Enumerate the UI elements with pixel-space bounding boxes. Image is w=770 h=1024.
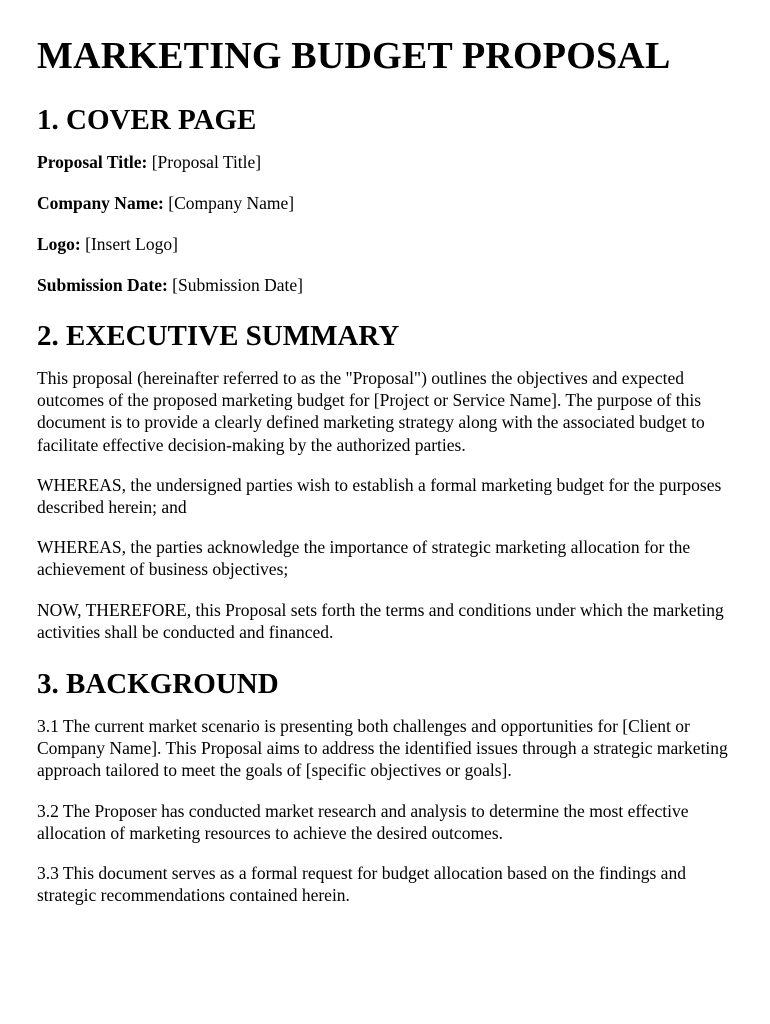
field-value: [Proposal Title]	[151, 152, 262, 172]
paragraph: WHEREAS, the undersigned parties wish to establish a formal marketing budget for the purposes described herein; and	[37, 474, 722, 518]
field-value: [Submission Date]	[172, 275, 303, 295]
field-proposal-title	[37, 151, 737, 173]
field-submission-date	[37, 274, 737, 296]
field-label: Company Name:	[37, 193, 164, 213]
paragraph: This proposal (hereinafter referred to as the "Proposal") outlines the objectives and expected outcomes of the proposed marketing budget for [Project or Service Name]. The purpose of this document is to provide a clearly defined marketing strategy along with the associated budget to facilitate effective decision-making by the authorized parties.	[37, 368, 705, 455]
field-logo	[37, 233, 737, 255]
field-value: [Insert Logo]	[85, 234, 178, 254]
paragraph: WHEREAS, the parties acknowledge the importance of strategic marketing allocation for the achievement of business objectives;	[37, 537, 691, 580]
section-heading-executive-summary: 2. EXECUTIVE SUMMARY	[37, 320, 400, 352]
section-heading-cover-page: 1. COVER PAGE	[37, 104, 257, 136]
document-title: MARKETING BUDGET PROPOSAL	[37, 35, 671, 77]
paragraph: NOW, THEREFORE, this Proposal sets forth the terms and conditions under which the marketing activities shall be conducted and financed.	[37, 599, 724, 642]
field-label: Logo:	[37, 234, 81, 254]
paragraph: 3.3 This document serves as a formal request for budget allocation based on the findings and strategic recommendations contained herein.	[37, 863, 686, 906]
section-heading-background: 3. BACKGROUND	[37, 668, 279, 701]
paragraph: 3.1 The current market scenario is presenting both challenges and opportunities for [Client or Company Name]. This Proposal aims to address the identified issues through a strategic marketing approach tailored to meet the goals of [specific objectives or goals].	[37, 716, 728, 781]
document-page	[37, 30, 737, 906]
field-label: Proposal Title:	[37, 152, 148, 172]
field-company-name	[37, 192, 737, 214]
field-value: [Company Name]	[168, 193, 295, 213]
paragraph: 3.2 The Proposer has conducted market research and analysis to determine the most effective allocation of marketing resources to achieve the desired outcomes.	[37, 800, 689, 843]
field-label: Submission Date:	[37, 275, 168, 295]
